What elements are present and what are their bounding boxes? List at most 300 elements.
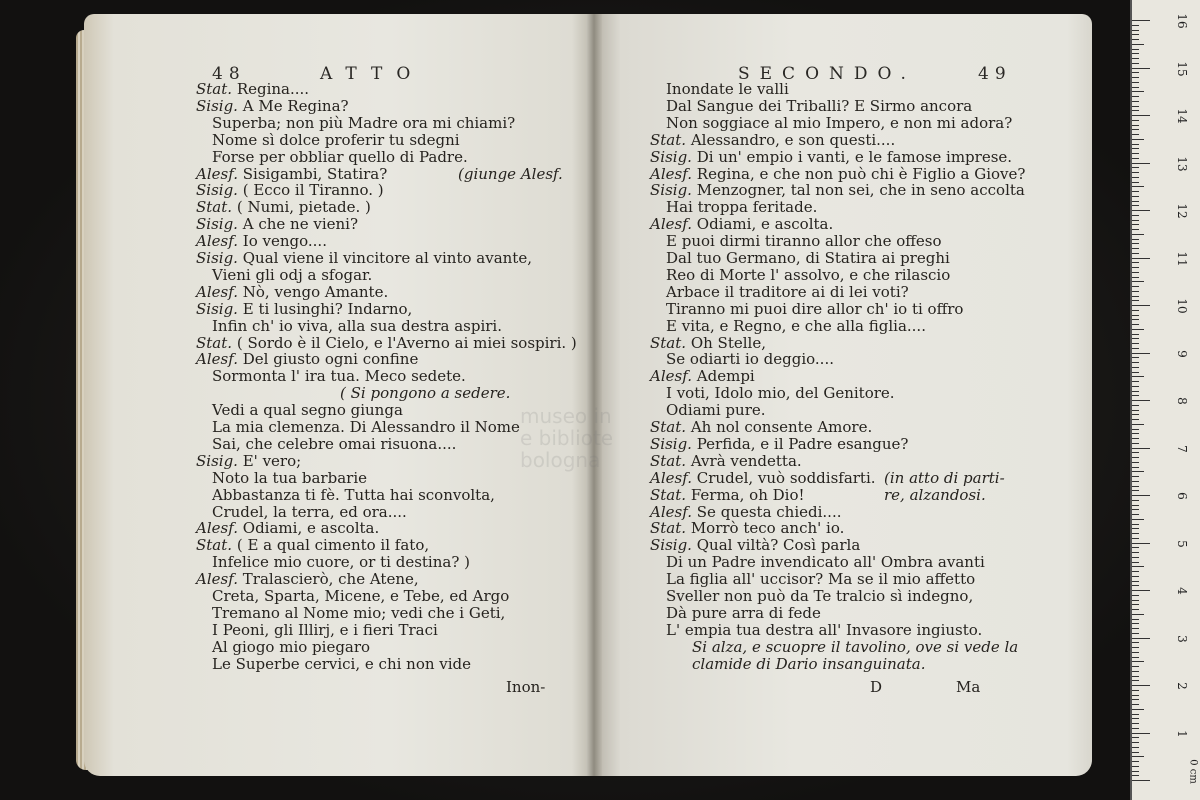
verse-text: Tiranno mi puoi dire allor ch' io ti offro <box>666 299 964 318</box>
ruler-number: 3 <box>1175 634 1189 643</box>
ruler-tick <box>1132 690 1139 691</box>
verse-text: Forse per obbliar quello di Padre. <box>212 147 468 166</box>
text-line <box>650 114 1012 132</box>
speaker-name: Stat. <box>650 485 687 504</box>
verse-text: Noto la tua barbarie <box>212 468 367 487</box>
ruler-tick <box>1132 438 1139 439</box>
ruler-unit-label: 0 cm <box>1187 759 1199 784</box>
ruler-tick <box>1132 343 1139 344</box>
ruler-tick <box>1132 419 1139 420</box>
speaker-name: Sisig. <box>196 181 238 200</box>
text-line <box>196 266 372 284</box>
verse-text: ( Numi, pietade. ) <box>236 198 371 217</box>
ruler-tick <box>1132 628 1139 629</box>
watermark-line: e bibliote <box>520 426 614 450</box>
ruler-tick <box>1132 115 1150 116</box>
verse-text: A Me Regina? <box>242 96 349 115</box>
speaker-name: Stat. <box>196 80 233 98</box>
verse-text: Sisigambi, Statira? <box>242 164 388 183</box>
speaker-name: Sisig. <box>196 215 238 234</box>
verse-text: Dal Sangue dei Triballi? E Sirmo ancora <box>666 96 973 115</box>
verse-text: Qual viene il vincitore al vinto avante, <box>242 249 532 267</box>
verse-text: Infelice mio cuore, or ti destina? ) <box>212 553 470 572</box>
ruler-tick <box>1132 91 1144 92</box>
ruler-tick <box>1132 101 1139 102</box>
ruler-tick <box>1132 395 1139 396</box>
stage-direction: Si alza, e scuopre il tavolino, ove si vede la <box>692 637 1019 656</box>
speaker-name: Alesf. <box>196 282 238 301</box>
ruler-tick <box>1132 676 1139 677</box>
ruler-number: 11 <box>1175 250 1189 267</box>
verse-text: Adempi <box>696 367 755 386</box>
ruler-tick <box>1132 699 1139 700</box>
verse-text: Alessandro, e son questi.... <box>690 130 896 149</box>
ruler-tick <box>1132 386 1139 387</box>
verse-text: Sveller non può da Te tralcio sì indegno, <box>666 587 974 605</box>
verse-text: I Peoni, gli Illirj, e i fieri Traci <box>212 620 438 639</box>
ruler-tick <box>1132 305 1150 306</box>
text-line <box>650 435 908 453</box>
text-line <box>196 469 367 487</box>
ruler-tick <box>1132 714 1139 715</box>
text-line <box>196 486 495 504</box>
text-line <box>650 198 817 216</box>
watermark-line: bologna <box>520 448 601 472</box>
text-line <box>650 215 833 233</box>
text-line <box>196 148 468 166</box>
text-line <box>650 131 895 149</box>
ruler-tick <box>1132 338 1139 339</box>
ruler-tick <box>1132 186 1144 187</box>
text-line <box>650 384 895 402</box>
verse-text: A che ne vieni? <box>242 215 358 234</box>
ruler-tick <box>1132 63 1139 64</box>
ruler-tick <box>1132 367 1139 368</box>
text-line <box>196 519 379 537</box>
text-line <box>196 570 419 588</box>
ruler-tick <box>1132 429 1139 430</box>
text-line <box>650 266 950 284</box>
ruler-tick <box>1132 329 1144 330</box>
right-running-head: SECONDO. <box>738 64 916 84</box>
verse-text: Creta, Sparta, Micene, e Tebe, ed Argo <box>212 587 510 605</box>
speaker-name: Sisig. <box>650 536 692 555</box>
ruler-tick <box>1132 581 1139 582</box>
ruler-tick <box>1132 362 1139 363</box>
verse-text: Regina.... <box>236 80 310 98</box>
ruler-tick <box>1132 476 1139 477</box>
text-line <box>650 519 844 537</box>
ruler-tick <box>1132 562 1139 563</box>
ruler-tick <box>1132 514 1139 515</box>
text-line <box>196 655 471 673</box>
ruler-tick <box>1132 153 1139 154</box>
text-line <box>650 300 963 318</box>
ruler-tick <box>1132 353 1150 354</box>
ruler-tick <box>1132 125 1139 126</box>
ruler-tick <box>1132 106 1139 107</box>
text-line <box>196 317 502 335</box>
verse-text: E puoi dirmi tiranno allor che offeso <box>666 232 942 251</box>
verse-text: ( E a qual cimento il fato, <box>236 536 430 555</box>
ruler-tick <box>1132 633 1139 634</box>
ruler-tick <box>1132 53 1139 54</box>
text-line <box>196 638 370 656</box>
ruler-tick <box>1132 267 1139 268</box>
verse-text: Di un Padre invendicato all' Ombra avanti <box>666 553 985 572</box>
ruler-tick <box>1132 77 1139 78</box>
ruler-tick <box>1132 120 1139 121</box>
text-line <box>650 97 972 115</box>
verse-text: Avrà vendetta. <box>690 451 802 470</box>
text-line <box>650 283 909 301</box>
ruler-tick <box>1132 704 1139 705</box>
ruler-tick <box>1132 685 1150 686</box>
verse-text: Oh Stelle, <box>690 333 766 352</box>
verse-text: Regina, e che non può chi è Figlio a Giove? <box>696 164 1026 183</box>
ruler-tick <box>1132 490 1139 491</box>
verse-text: Tralascierò, che Atene, <box>242 570 419 589</box>
verse-text: Tremano al Nome mio; vedi che i Geti, <box>212 603 506 622</box>
watermark <box>520 405 613 471</box>
ruler-tick <box>1132 609 1139 610</box>
text-line <box>650 553 985 571</box>
ruler-tick <box>1132 642 1139 643</box>
ruler-tick <box>1132 220 1139 221</box>
ruler-tick <box>1132 196 1139 197</box>
stage-direction: clamide di Dario insanguinata. <box>692 654 926 673</box>
speaker-name: Alesf. <box>650 502 692 521</box>
ruler-tick <box>1132 737 1139 738</box>
ruler-tick <box>1132 177 1139 178</box>
ruler-tick <box>1132 296 1139 297</box>
ruler-tick <box>1132 462 1139 463</box>
speaker-name: Stat. <box>650 333 687 352</box>
book-gutter <box>586 14 602 776</box>
ruler-tick <box>1132 281 1144 282</box>
ruler-number: 10 <box>1175 298 1189 314</box>
ruler-tick <box>1132 310 1139 311</box>
ruler-tick <box>1132 666 1139 667</box>
stage-direction: re, alzandosi. <box>884 485 986 504</box>
ruler-number: 9 <box>1175 349 1189 358</box>
verse-text: Ah nol consente Amore. <box>690 418 873 436</box>
ruler-tick <box>1132 205 1139 206</box>
ruler-tick <box>1132 647 1139 648</box>
speaker-name: Alesf. <box>196 519 238 538</box>
ruler-tick <box>1132 49 1139 50</box>
ruler-tick <box>1132 733 1150 734</box>
ruler-tick <box>1132 405 1139 406</box>
ruler-tick <box>1132 486 1139 487</box>
ruler-tick <box>1132 467 1139 468</box>
verse-text: Del giusto ogni confine <box>242 350 419 369</box>
speaker-name: Stat. <box>196 333 233 352</box>
verse-text: Se odiarti io deggio.... <box>666 350 834 369</box>
verse-text: Vieni gli odj a sfogar. <box>212 265 373 284</box>
text-line <box>650 148 1012 166</box>
ruler-tick <box>1132 134 1139 135</box>
ruler-tick <box>1132 243 1139 244</box>
ruler-tick <box>1132 433 1139 434</box>
ruler-tick <box>1132 552 1139 553</box>
ruler-tick <box>1132 348 1139 349</box>
ruler-tick <box>1132 448 1150 449</box>
ruler-tick <box>1132 158 1139 159</box>
verse-text: Reo di Morte l' assolvo, e che rilascio <box>666 265 951 284</box>
text-line <box>650 334 766 352</box>
ruler-tick <box>1132 638 1150 639</box>
ruler-tick <box>1132 533 1139 534</box>
text-line <box>650 317 926 335</box>
ruler-tick <box>1132 414 1139 415</box>
verse-text: Vedi a qual segno giunga <box>212 401 403 420</box>
text-line <box>650 452 802 470</box>
text-line <box>650 401 766 419</box>
text-line <box>196 114 515 132</box>
ruler-tick <box>1132 139 1144 140</box>
ruler-tick <box>1132 239 1139 240</box>
ruler-tick <box>1132 566 1144 567</box>
ruler-tick <box>1132 20 1150 21</box>
verse-text: Infin ch' io viva, alla sua destra aspiri. <box>212 316 502 335</box>
ruler-tick <box>1132 319 1139 320</box>
ruler-tick <box>1132 210 1150 211</box>
text-line <box>650 503 842 521</box>
ruler-tick <box>1132 44 1144 45</box>
text-line <box>196 401 403 419</box>
measuring-ruler <box>1130 0 1200 800</box>
ruler-tick <box>1132 595 1139 596</box>
speaker-name: Sisig. <box>196 96 238 115</box>
text-line <box>650 350 834 368</box>
text-line <box>650 570 975 588</box>
speaker-name: Alesf. <box>196 232 238 251</box>
verse-text: L' empia tua destra all' Invasore ingiusto. <box>666 620 983 639</box>
ruler-tick <box>1132 182 1139 183</box>
verse-text: Qual viltà? Così parla <box>696 536 861 555</box>
text-line <box>196 604 505 622</box>
ruler-tick <box>1132 167 1139 168</box>
text-line <box>196 503 407 521</box>
ruler-number: 8 <box>1175 397 1189 405</box>
speaker-name: Sisig. <box>196 249 238 267</box>
ruler-tick <box>1132 148 1139 149</box>
text-line <box>196 283 388 301</box>
verse-text: ( Ecco il Tiranno. ) <box>242 181 384 200</box>
ruler-tick <box>1132 771 1139 772</box>
verse-text: Crudel, vuò soddisfarti. <box>696 468 876 487</box>
speaker-name: Sisig. <box>650 147 692 166</box>
verse-text: La figlia all' uccisor? Ma se il mio affetto <box>666 570 976 589</box>
verse-text: Inondate le valli <box>666 80 789 98</box>
speaker-name: Stat. <box>196 536 233 555</box>
ruler-tick <box>1132 752 1139 753</box>
stage-direction: (in atto di parti- <box>884 468 1005 487</box>
text-line <box>650 165 1025 183</box>
ruler-tick <box>1132 547 1139 548</box>
text-line <box>196 249 532 267</box>
ruler-tick <box>1132 39 1139 40</box>
ruler-tick <box>1132 495 1150 496</box>
stage-direction: ( Si pongono a sedere. <box>340 384 511 403</box>
speaker-name: Stat. <box>650 451 687 470</box>
ruler-tick <box>1132 524 1139 525</box>
text-line <box>196 80 309 98</box>
left-page-number: 48 <box>212 64 246 84</box>
ruler-tick <box>1132 481 1139 482</box>
verse-text: Odiami, e ascolta. <box>696 215 834 234</box>
ruler-tick <box>1132 623 1139 624</box>
text-line <box>650 604 821 622</box>
text-line <box>196 131 460 149</box>
ruler-tick <box>1132 82 1139 83</box>
right-signature: D <box>870 678 883 696</box>
ruler-tick <box>1132 671 1139 672</box>
text-line <box>196 621 438 639</box>
text-line <box>196 452 301 470</box>
verse-text: Perfida, e il Padre esangue? <box>696 434 909 453</box>
speaker-name: Sisig. <box>650 434 692 453</box>
verse-text: Sai, che celebre omai risuona.... <box>212 434 457 453</box>
speaker-name: Alesf. <box>650 215 692 234</box>
ruler-number: 16 <box>1175 13 1189 29</box>
ruler-tick <box>1132 742 1139 743</box>
ruler-tick <box>1132 144 1139 145</box>
verse-text: Sormonta l' ira tua. Meco sedete. <box>212 367 466 386</box>
ruler-tick <box>1132 87 1139 88</box>
ruler-tick <box>1132 258 1150 259</box>
ruler-tick <box>1132 372 1139 373</box>
verse-text: Menzogner, tal non sei, che in seno accolta <box>696 181 1025 200</box>
speaker-name: Alesf. <box>196 350 238 369</box>
ruler-number: 6 <box>1175 492 1189 500</box>
text-line <box>650 367 755 385</box>
ruler-tick <box>1132 110 1139 111</box>
ruler-number: 1 <box>1175 729 1189 738</box>
ruler-tick <box>1132 557 1139 558</box>
text-line <box>196 215 358 233</box>
ruler-tick <box>1132 585 1139 586</box>
text-line <box>650 232 942 250</box>
verse-text: Nò, vengo Amante. <box>242 282 389 301</box>
ruler-tick <box>1132 452 1139 453</box>
verse-text: Odiami pure. <box>666 401 766 420</box>
verse-text: Ferma, oh Dio! <box>690 485 805 504</box>
ruler-number: 14 <box>1175 108 1189 124</box>
verse-text: Nome sì dolce proferir tu sdegni <box>212 130 460 149</box>
ruler-tick <box>1132 277 1139 278</box>
speaker-name: Sisig. <box>196 451 238 470</box>
speaker-name: Alesf. <box>196 164 238 183</box>
text-line <box>196 300 412 318</box>
verse-text: E vita, e Regno, e che alla figlia.... <box>666 316 926 335</box>
left-catchword: Inon- <box>506 678 546 696</box>
verse-text: Crudel, la terra, ed ora.... <box>212 502 407 521</box>
verse-text: Morrò teco anch' io. <box>690 519 845 538</box>
verse-text: I voti, Idolo mio, del Genitore. <box>666 384 895 403</box>
text-line <box>196 97 349 115</box>
ruler-tick <box>1132 30 1139 31</box>
speaker-name: Stat. <box>196 198 233 217</box>
ruler-tick <box>1132 766 1139 767</box>
ruler-tick <box>1132 248 1139 249</box>
ruler-tick <box>1132 215 1139 216</box>
ruler-tick <box>1132 58 1139 59</box>
text-line <box>650 587 973 605</box>
ruler-tick <box>1132 728 1139 729</box>
ruler-tick <box>1132 291 1139 292</box>
verse-text: Abbastanza ti fè. Tutta hai sconvolta, <box>212 485 495 504</box>
speaker-name: Alesf. <box>650 164 692 183</box>
text-line <box>650 469 876 487</box>
verse-text: La mia clemenza. Di Alessandro il Nome <box>212 418 520 436</box>
verse-text: Dal tuo Germano, di Statira ai preghi <box>666 249 950 267</box>
ruler-tick <box>1132 505 1139 506</box>
ruler-tick <box>1132 96 1139 97</box>
ruler-tick <box>1132 224 1139 225</box>
verse-text: Di un' empio i vanti, e le famose imprese. <box>696 147 1013 166</box>
ruler-tick <box>1132 34 1139 35</box>
text-line <box>196 232 327 250</box>
ruler-tick <box>1132 604 1139 605</box>
ruler-tick <box>1132 68 1150 69</box>
ruler-tick <box>1132 600 1139 601</box>
ruler-tick <box>1132 756 1144 757</box>
ruler-tick <box>1132 324 1139 325</box>
ruler-tick <box>1132 590 1150 591</box>
verse-text: Io vengo.... <box>242 232 327 251</box>
ruler-tick <box>1132 614 1144 615</box>
verse-text: E ti lusinghi? Indarno, <box>242 299 413 318</box>
ruler-tick <box>1132 391 1139 392</box>
text-line <box>196 350 418 368</box>
ruler-tick <box>1132 25 1139 26</box>
text-line <box>196 198 371 216</box>
text-line <box>650 486 805 504</box>
ruler-tick <box>1132 300 1139 301</box>
ruler-tick <box>1132 519 1144 520</box>
ruler-number: 2 <box>1175 682 1189 690</box>
ruler-tick <box>1132 471 1144 472</box>
verse-text: Arbace il traditore ai di lei voti? <box>666 282 909 301</box>
ruler-tick <box>1132 619 1139 620</box>
right-page-number: 49 <box>978 64 1012 84</box>
ruler-tick <box>1132 457 1139 458</box>
text-line <box>650 418 872 436</box>
speaker-name: Alesf. <box>650 367 692 386</box>
ruler-tick <box>1132 443 1139 444</box>
ruler-tick <box>1132 509 1139 510</box>
verse-text: Le Superbe cervici, e chi non vide <box>212 654 472 673</box>
text-line <box>196 181 384 199</box>
verse-text: ( Sordo è il Cielo, e l'Averno ai miei sospiri. ) <box>236 333 577 352</box>
ruler-tick <box>1132 286 1139 287</box>
ruler-number: 15 <box>1175 60 1189 77</box>
ruler-number: 5 <box>1175 539 1189 548</box>
text-line <box>196 536 429 554</box>
ruler-number: 4 <box>1175 587 1189 595</box>
ruler-tick <box>1132 357 1139 358</box>
speaker-name: Sisig. <box>196 299 238 318</box>
ruler-tick <box>1132 718 1139 719</box>
ruler-tick <box>1132 334 1139 335</box>
verse-text: Odiami, e ascolta. <box>242 519 380 538</box>
text-line <box>196 367 466 385</box>
text-line <box>196 587 509 605</box>
verse-text: E' vero; <box>242 451 302 470</box>
ruler-tick <box>1132 253 1139 254</box>
